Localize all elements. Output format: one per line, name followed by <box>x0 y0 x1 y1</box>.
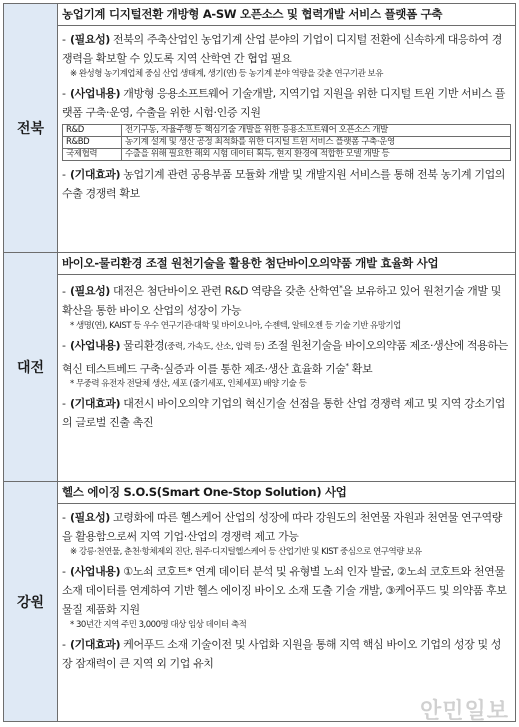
biz-item: - (사업내용) 개방형 응용소프트웨어 기술개발, 지역기업 지원을 위한 디지털 트윈 기반 서비스 플랫폼 구축·운영, 수출을 위한 시험·인증 지원 <box>62 87 506 119</box>
table-row <box>63 149 511 161</box>
effect-item: - (기대효과) 농업기계 관련 공용부품 모듈화 개발 및 개발지원 서비스를 통해 전북 농기계 기업의 수출 경쟁력 확보 <box>62 168 506 200</box>
watermark-logo: 안민일보 <box>419 699 509 724</box>
effect-item: - (기대효과) 케어푸드 소재 기술이전 및 사업화 지원을 통해 지역 핵심 바이오 기업의 성장 및 성장 잠재력이 큰 지역 외 기업 유치 <box>62 638 501 670</box>
need-item: - (필요성) 고령화에 따른 헬스케어 산업의 성장에 따라 강원도의 천연물 자원과 천연물 연구역량을 활용함으로써 지역 기업·산업의 경쟁력 제고 가능 <box>62 511 502 543</box>
effect-item: - (기대효과) 대전시 바이오의약 기업의 혁신기술 선점을 통한 산업 경쟁력 제고 및 지역 강소기업의 글로벌 진출 촉진 <box>62 397 506 430</box>
detail-value: 농기계 설계 및 생산 공정 최적화를 위한 디지털 트윈 서비스 플랫폼 구축·운영 <box>122 137 511 149</box>
detail-table <box>62 124 511 161</box>
detail-key: 국제협력 <box>63 149 122 161</box>
need-item: - (필요성) 대전은 첨단바이오 관련 R&D 역량을 갖춘 산학연*을 보유하고 있어 원천기술 개발 및 확산을 통한 바이오 산업의 성장이 가능 <box>62 284 501 317</box>
biz-note: * 무중력 유전자 전달체 생산, 세포 (줄기세포, 인체세포) 배양 기술 등 <box>70 379 307 390</box>
detail-key: R&D <box>63 125 122 137</box>
region-cell: 강원 <box>4 482 58 722</box>
project-title: 바이오-물리환경 조절 원천기술을 활용한 첨단바이오의약품 개발 효율화 사업 <box>58 253 515 275</box>
biz-item: - (사업내용) 물리환경(중력, 가속도, 산소, 압력 등) 조절 원천기술을 바이오의약품 제조·생산에 적용하는 혁신 테스트베드 구축·실증과 이를 통한 제조·생산 효율화 기술* 확보 <box>62 338 508 376</box>
need-item: - (필요성) 전북의 주축산업인 농업기계 산업 분야의 기업이 디지털 전환에 신속하게 대응하여 경쟁력을 확보할 수 있도록 지역 산학연 간 협업 필요 <box>62 33 502 65</box>
region-cell: 대전 <box>4 253 58 482</box>
table-row <box>4 482 516 722</box>
content-cell <box>58 482 516 722</box>
content-cell <box>58 253 516 482</box>
project-title: 헬스 에이징 S.O.S(Smart One-Stop Solution) 사업 <box>58 482 515 504</box>
region-cell: 전북 <box>4 4 58 253</box>
detail-key: R&BD <box>63 137 122 149</box>
detail-value: 수출을 위해 필요한 해외 시험 데이터 획득, 현지 환경에 적합한 모델 개발 등 <box>122 149 511 161</box>
need-note: ※ 완성형 농기계업체 중심 산업 생태계, 생기(연) 등 농기계 분야 역량을 갖춘 연구기관 보유 <box>70 69 383 79</box>
biz-note: * 30년간 지역 주민 3,000명 대상 임상 데이터 축적 <box>70 620 247 630</box>
need-note: * 생명(연), KAIST 등 우수 연구기관·대학 및 바이오니아, 수젠텍, 알테오젠 등 기술 기반 유망기업 <box>70 320 401 331</box>
biz-item: - (사업내용) ①노쇠 코호트* 연계 데이터 분석 및 유형별 노쇠 인자 발굴, ②노쇠 코호트와 천연물 소재 데이터를 연계하여 기반 헬스 에이징 바이오 소재 도출 기술 개발, ③케어푸드 및 의약품 후보물질 제품화 지원 <box>62 565 507 616</box>
table-row <box>4 4 516 253</box>
table-row <box>4 253 516 482</box>
need-note: ※ 강릉·천연물, 춘천·항체제외 진단, 원주·디지털헬스케어 등 산업기반 및 KIST 중심으로 연구역량 보유 <box>70 547 422 557</box>
projects-table <box>3 3 516 722</box>
table-row <box>63 137 511 149</box>
detail-value: 전기구동, 자율주행 등 핵심기술 개발을 위한 응용소프트웨어 오픈소스 개발 <box>122 125 511 137</box>
project-title: 농업기계 디지털전환 개방형 A-SW 오픈소스 및 협력개발 서비스 플랫폼 구축 <box>58 4 515 26</box>
table-row <box>63 125 511 137</box>
content-cell <box>58 4 516 253</box>
